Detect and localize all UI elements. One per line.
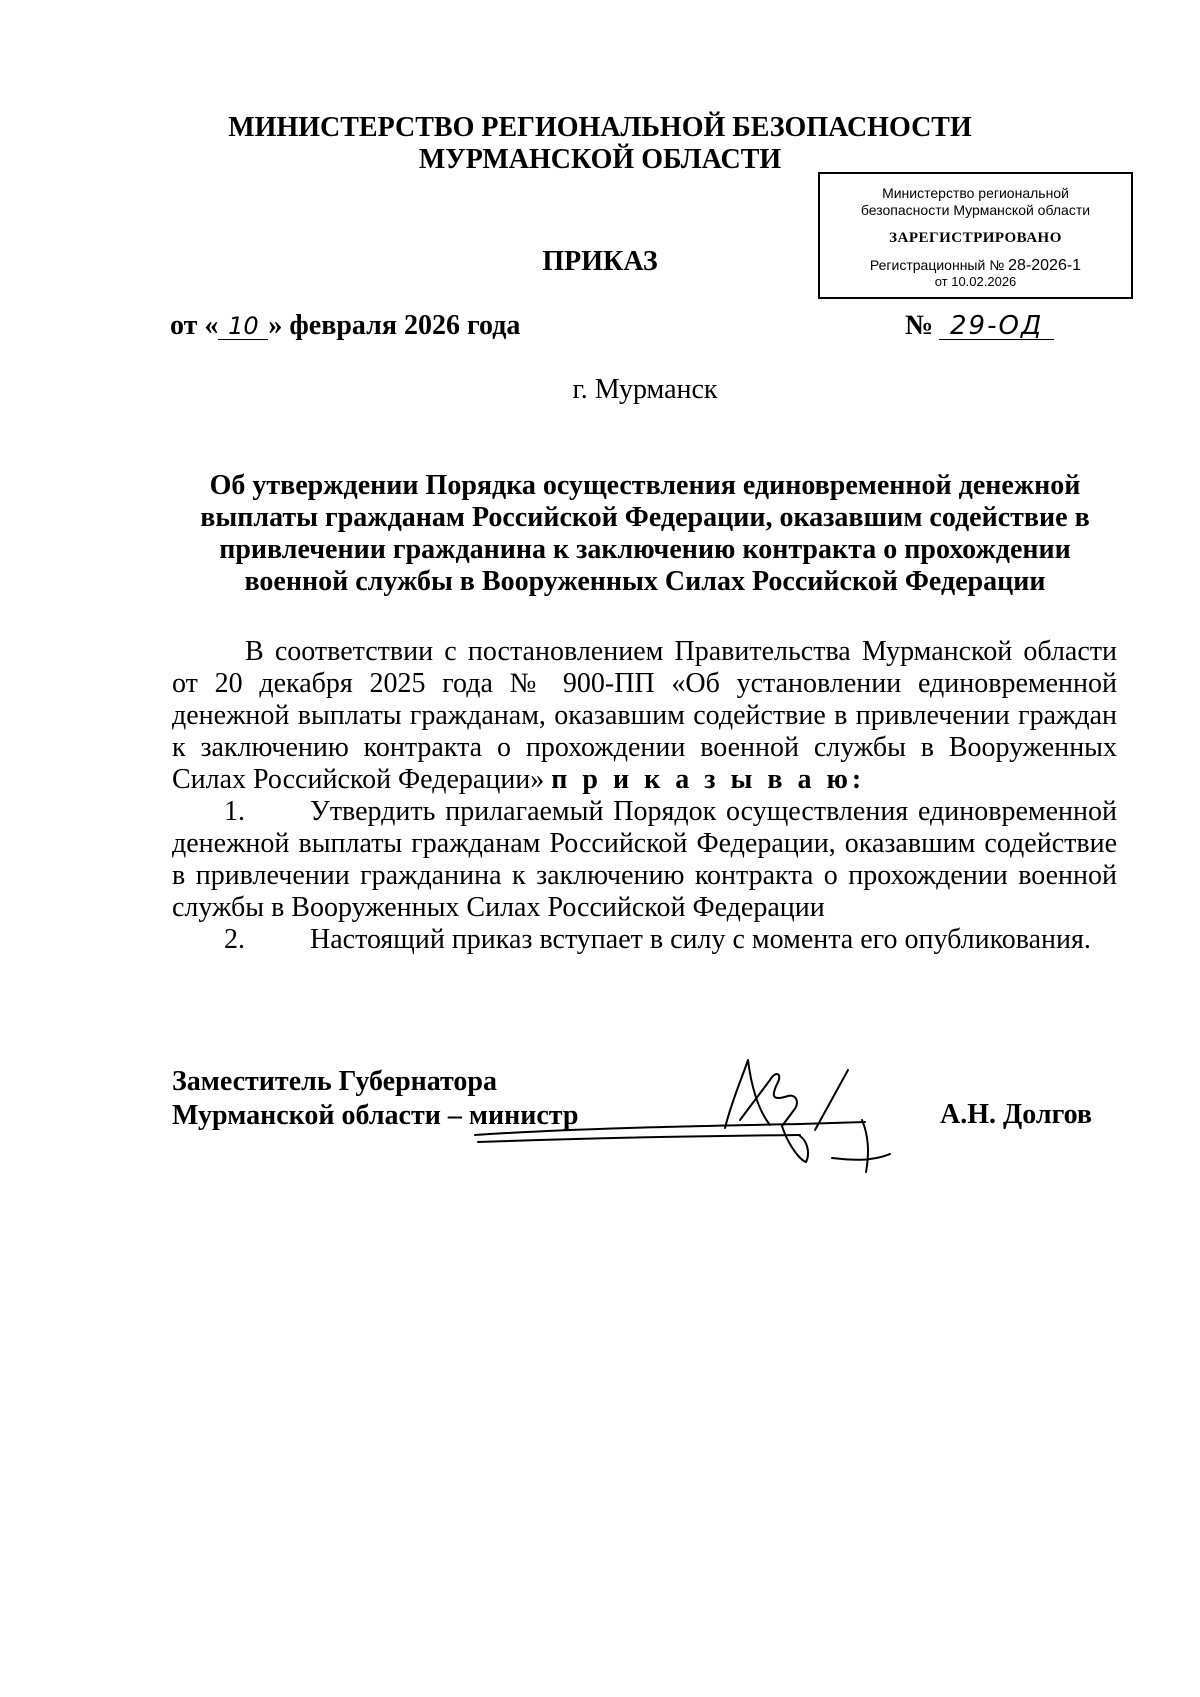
stamp-reg-label: Регистрационный №	[869, 257, 1005, 273]
order-number	[905, 310, 1054, 342]
ministry-header	[150, 112, 1050, 176]
city: г. Мурманск	[572, 374, 718, 405]
preamble-paragraph	[172, 636, 1117, 796]
document-title: ПРИКАЗ	[542, 246, 658, 277]
order-subject	[180, 470, 1110, 598]
order-date-suffix: » февраля 2026 года	[268, 310, 521, 341]
item-number: 1.	[224, 796, 245, 827]
order-body	[172, 636, 1117, 956]
order-day-handwritten: 10	[218, 313, 268, 340]
order-number-handwritten: 29-ОД	[939, 313, 1054, 340]
signatory-position-line1: Заместитель Губернатора	[172, 1066, 498, 1097]
stamp-organization	[820, 185, 1131, 219]
subject-line: Об утверждении Порядка осуществления единовременной денежной	[209, 470, 1081, 501]
order-date-prefix: от «	[170, 310, 219, 341]
order-date	[170, 310, 520, 342]
stamp-reg-number: 28-2026-1	[1008, 257, 1082, 274]
stamp-date-value: 10.02.2026	[951, 274, 1017, 289]
order-item-2	[172, 924, 1117, 956]
subject-line: привлечении гражданина к заключению контракта о прохождении	[219, 534, 1071, 565]
handwritten-signature	[470, 1050, 930, 1180]
stamp-status: ЗАРЕГИСТРИРОВАНО	[889, 230, 1062, 246]
ministry-header-line2: МУРМАНСКОЙ ОБЛАСТИ	[418, 144, 782, 175]
stamp-org-line2: безопасности Мурманской области	[860, 202, 1091, 218]
item-number: 2.	[224, 924, 245, 955]
stamp-org-line1: Министерство региональной	[882, 185, 1069, 201]
registration-stamp	[818, 172, 1133, 299]
signatory-name: А.Н. Долгов	[940, 1099, 1093, 1130]
subject-line: военной службы в Вооруженных Силах Российской Федерации	[244, 566, 1046, 597]
item-text: Утвердить прилагаемый Порядок осуществления единовременной денежной выплаты гражданам Российской Федерации, оказавшим содействие в привлечении гражданина к заключению контракта о прохождении военной службы в Вооруженных Силах Российской Федерации	[172, 796, 1117, 923]
subject-line: выплаты гражданам Российской Федерации, оказавшим содействие в	[200, 502, 1090, 533]
order-number-label: №	[905, 310, 934, 341]
preamble-text: В соответствии с постановлением Правительства Мурманской области от 20 декабря 2025 года № 900-ПП «Об установлении единовременной денежной выплаты гражданам, оказавшим содействие в привлечении граждан к заключению контракта о прохождении военной службы в Вооруженных Силах Российской Федерации»	[172, 636, 1117, 795]
signatory-position-line2: Мурманской области – министр	[172, 1100, 579, 1131]
order-item-1	[172, 796, 1117, 924]
ministry-header-line1: МИНИСТЕРСТВО РЕГИОНАЛЬНОЙ БЕЗОПАСНОСТИ	[228, 112, 972, 143]
command-word: п р и к а з ы в а ю:	[551, 764, 866, 795]
item-text: Настоящий приказ вступает в силу с момента его опубликования.	[310, 924, 1091, 955]
stamp-date-label: от	[934, 274, 948, 289]
